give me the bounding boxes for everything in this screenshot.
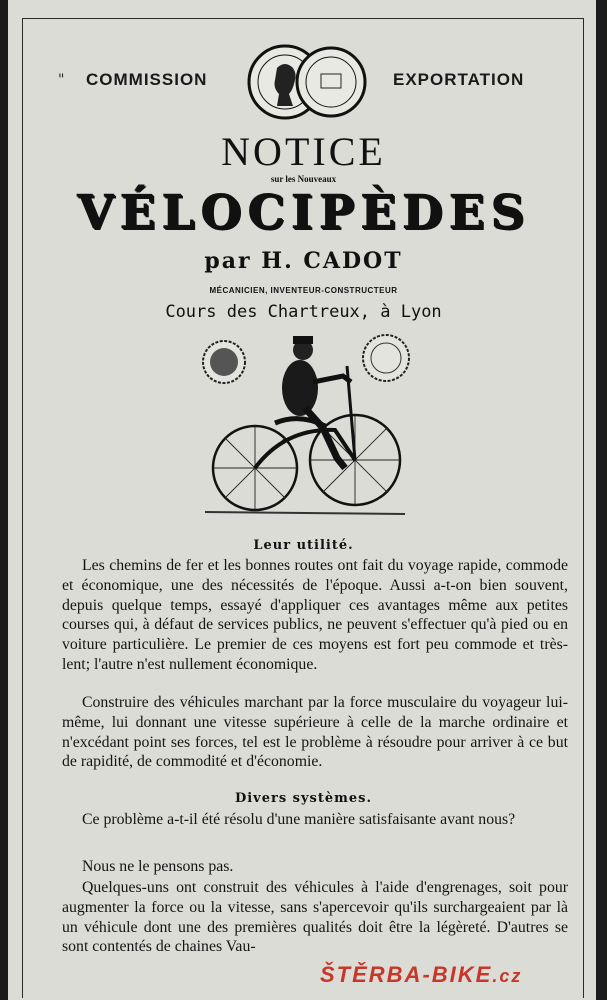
section-heading-systemes: Divers systèmes.	[234, 791, 373, 806]
corner-mark: "	[58, 72, 65, 88]
header-exportation: EXPORTATION	[393, 70, 525, 89]
section-heading-utilite: Leur utilité.	[253, 538, 354, 553]
main-title: VÉLOCIPÈDES	[76, 185, 531, 240]
paragraph-3: Ce problème a-t-il été résolu d'une manière satisfaisante avant nous?	[82, 811, 516, 828]
paragraph-5: Quelques-uns ont construit des véhicules à l'aide d'engrenages, soit pour augmenter la force ou la vitesse, sans s'apercevoir qu'ils surchargeaient par là un véhicule dont une des premières qualités doit être la légèreté. D'autres se sont contentés de chaines Vau-	[62, 879, 568, 956]
paragraph-2: Construire des véhicules marchant par la force musculaire du voyageur lui-même, lui donnant une vitesse supérieure à celle de la marche ordinaire et n'excédant point ses forces, tel est le problème à résoudre pour arriver à ce but de rapidité, de commodité et d'économie.	[62, 694, 568, 771]
subtitle-sur: sur les Nouveaux	[270, 174, 337, 184]
header-commission: COMMISSION	[86, 70, 208, 89]
watermark-domain: .cz	[492, 966, 523, 986]
address-line: Cours des Chartreux, à Lyon	[165, 302, 442, 322]
award-medal-icon	[297, 48, 365, 116]
paragraph-4: Nous ne le pensons pas.	[82, 858, 234, 875]
notice-title: NOTICE	[221, 129, 386, 174]
profession-line: MÉCANICIEN, INVENTEUR-CONSTRUCTEUR	[209, 286, 398, 295]
medals-emblem	[247, 40, 367, 124]
paragraph-1: Les chemins de fer et les bonnes routes ont fait du voyage rapide, commode et économique, une des nécessités de l'époque. Aussi a-t-on bien souvent, depuis quelque temps, essayé d'appliquer ces avantages même aux petites courses qui, à défaut de services publics, ne peuvent s'effectuer qu'à pied ou en voiture particulière. Le premier de ces moyens est fort peu commode et très-lent; l'autre n'est nullement économique.	[62, 557, 568, 673]
author-line: par H. CADOT	[204, 248, 403, 274]
watermark-brand: ŠTĚRBA-BIKE	[320, 962, 493, 987]
site-watermark	[320, 962, 522, 988]
velocipede-rider-illustration	[205, 318, 415, 528]
